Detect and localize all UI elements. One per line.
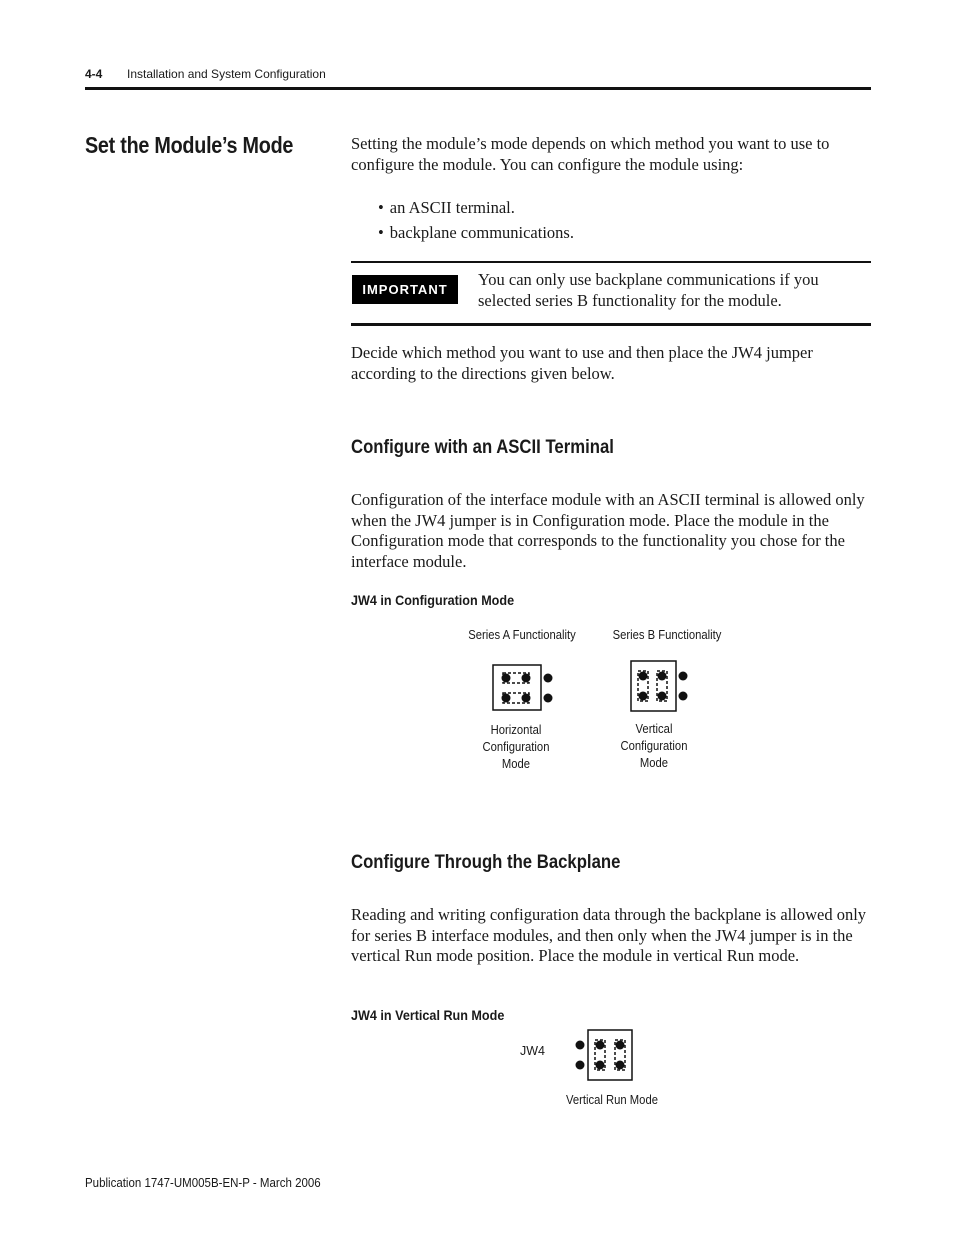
important-text: You can only use backplane communications if you selected series B functionality for the module. xyxy=(478,270,819,310)
intro-paragraph: Setting the module’s mode depends on which method you want to use to configure the module. You can configure the module using: xyxy=(351,134,830,174)
important-rule-bottom xyxy=(351,323,871,326)
series-a-label: Series A Functionality xyxy=(468,628,576,642)
ascii-paragraph: Configuration of the interface module with an ASCII terminal is allowed only when the JW4 jumper is in Configuration mode. Place the module in the Configuration mode that corresponds to the functionality you chose for the interface module. xyxy=(351,490,865,571)
jw4-label: JW4 xyxy=(520,1044,545,1058)
vertical-config-jumper-diagram xyxy=(628,658,692,714)
decide-paragraph: Decide which method you want to use and then place the JW4 jumper according to the directions given below. xyxy=(351,343,813,383)
vertical-caption: Vertical Configuration Mode xyxy=(620,722,688,770)
list-item: • an ASCII terminal. xyxy=(378,195,574,220)
method-list xyxy=(378,195,574,245)
horizontal-caption: Horizontal Configuration Mode xyxy=(482,723,550,771)
backplane-subsection-title: Configure Through the Backplane xyxy=(351,852,621,873)
backplane-paragraph: Reading and writing configuration data through the backplane is allowed only for series B interface modules, and then only when the JW4 jumper is in the vertical Run mode position. Place the module in vertical Run mode. xyxy=(351,905,867,965)
publication-footer: Publication 1747-UM005B-EN-P - March 2006 xyxy=(85,1176,321,1190)
list-item: • backplane communications. xyxy=(378,220,574,245)
chapter-title: Installation and System Configuration xyxy=(127,67,326,81)
important-label: IMPORTANT xyxy=(352,275,458,304)
section-title: Set the Module’s Mode xyxy=(85,132,294,158)
horizontal-jumper-diagram xyxy=(490,662,556,714)
config-figure-title: JW4 in Configuration Mode xyxy=(351,592,515,608)
run-caption: Vertical Run Mode xyxy=(566,1093,658,1107)
ascii-subsection-title: Configure with an ASCII Terminal xyxy=(351,437,614,458)
important-rule-top xyxy=(351,261,871,263)
vertical-run-jumper-diagram xyxy=(572,1027,636,1083)
header-rule xyxy=(85,87,871,90)
run-figure-title: JW4 in Vertical Run Mode xyxy=(351,1007,505,1023)
series-b-label: Series B Functionality xyxy=(612,628,722,642)
page-number: 4-4 xyxy=(85,67,103,81)
